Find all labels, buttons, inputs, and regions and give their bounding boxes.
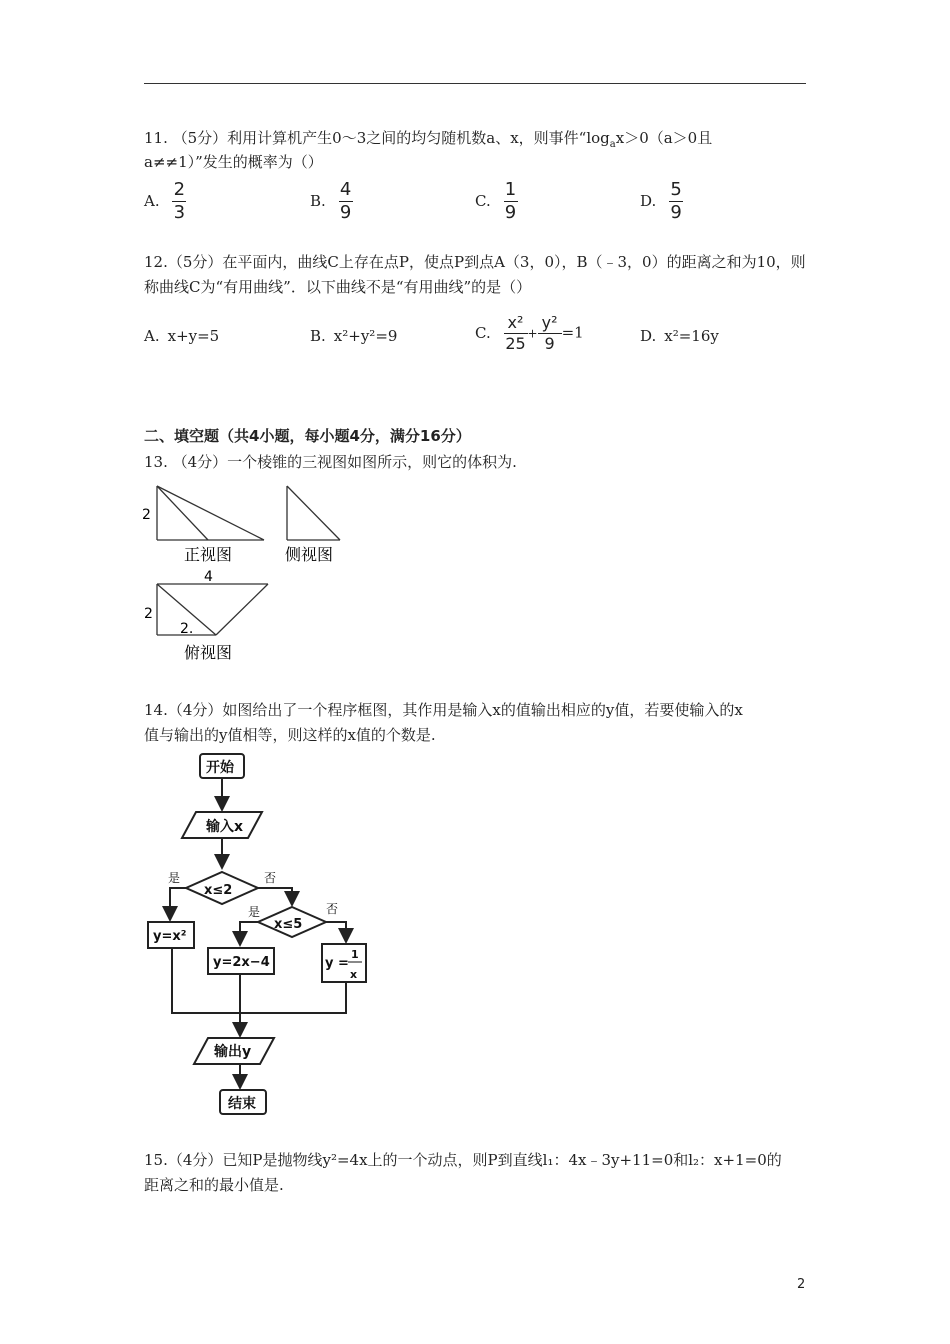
- q11-line2: a≠≠1）”发生的概率为（）: [144, 153, 323, 171]
- flow-end-text: 结束: [228, 1096, 256, 1112]
- flow-yes-2: 是: [248, 905, 261, 919]
- flow-no-2: 否: [326, 902, 339, 916]
- q12-option-a: A. x+y=5: [144, 327, 220, 345]
- flow-box3-num: 1: [351, 948, 359, 961]
- flow-input-text: 输入x: [206, 819, 244, 835]
- q14-line1: 14.（4分）如图给出了一个程序框图，其作用是输入x的值输出相应的y值，若要使输入的x: [144, 701, 743, 719]
- flow-no-1: 否: [264, 871, 277, 885]
- top-dim-height: 2: [144, 606, 153, 622]
- q11-option-d: D. $\frac{5}{9}$: [640, 179, 682, 223]
- q12-option-c: C. $\frac{\text{x²}}{25}$ + $\frac{\text{y²}}{9}$ =1: [475, 313, 584, 353]
- section-heading: 二、填空题（共4小题，每小题4分，满分16分）: [144, 427, 471, 445]
- flow-box1-text: y=x²: [153, 929, 187, 944]
- q11-option-b: B. $\frac{4}{9}$: [310, 179, 352, 223]
- front-view-label: 正视图: [184, 545, 233, 564]
- flow-start-text: 开始: [206, 760, 234, 776]
- flow-box3-den: x: [350, 968, 358, 981]
- top-dim-inner: 2.: [180, 621, 194, 637]
- three-view-diagram: [140, 480, 360, 665]
- side-view: [287, 486, 340, 540]
- q15-line2: 距离之和的最小值是.: [144, 1176, 284, 1194]
- q11-line1: 11. （5分）利用计算机产生0～3之间的均匀随机数a、x，则事件“$\log_ax>0(a>0$且: [144, 129, 713, 150]
- q12-option-d: D. x²=16y: [640, 327, 719, 345]
- q15-line1: 15.（4分）已知P是抛物线y²=4x上的一个动点，则P到直线l₁：4x﹣3y+11=0和l₂：x+1=0的: [144, 1151, 782, 1169]
- header-rule: [144, 83, 806, 84]
- flow-box2-text: y=2x−4: [213, 955, 270, 970]
- q12-option-b: B. x²+y²=9: [310, 327, 398, 345]
- flow-cond1-text: x≤2: [204, 883, 233, 898]
- top-dim-width: 4: [204, 569, 213, 585]
- side-view-label: 侧视图: [285, 545, 334, 564]
- top-view-label: 俯视图: [184, 643, 233, 662]
- q12-line2: 称曲线C为“有用曲线”．以下曲线不是“有用曲线”的是（）: [144, 278, 532, 296]
- front-view: [157, 486, 264, 540]
- flow-box3-lhs: y =: [325, 956, 349, 971]
- page-number: 2: [797, 1277, 806, 1292]
- q13-line1: 13. （4分）一个棱锥的三视图如图所示，则它的体积为.: [144, 453, 517, 471]
- top-view: [157, 584, 268, 635]
- front-dim-label: 2: [142, 507, 151, 523]
- flow-output-text: 输出y: [214, 1044, 252, 1060]
- flowchart: [140, 748, 380, 1120]
- q14-line2: 值与输出的y值相等，则这样的x值的个数是.: [144, 726, 436, 744]
- flow-yes-1: 是: [168, 871, 181, 885]
- q11-option-c: C. $\frac{1}{9}$: [475, 179, 517, 223]
- q12-line1: 12.（5分）在平面内，曲线C上存在点P，使点P到点A（3，0），B（﹣3，0）的距离之和为10，则: [144, 253, 806, 271]
- q11-option-a: A. $\frac{2}{3}$: [144, 179, 186, 223]
- flow-cond2-text: x≤5: [274, 917, 303, 932]
